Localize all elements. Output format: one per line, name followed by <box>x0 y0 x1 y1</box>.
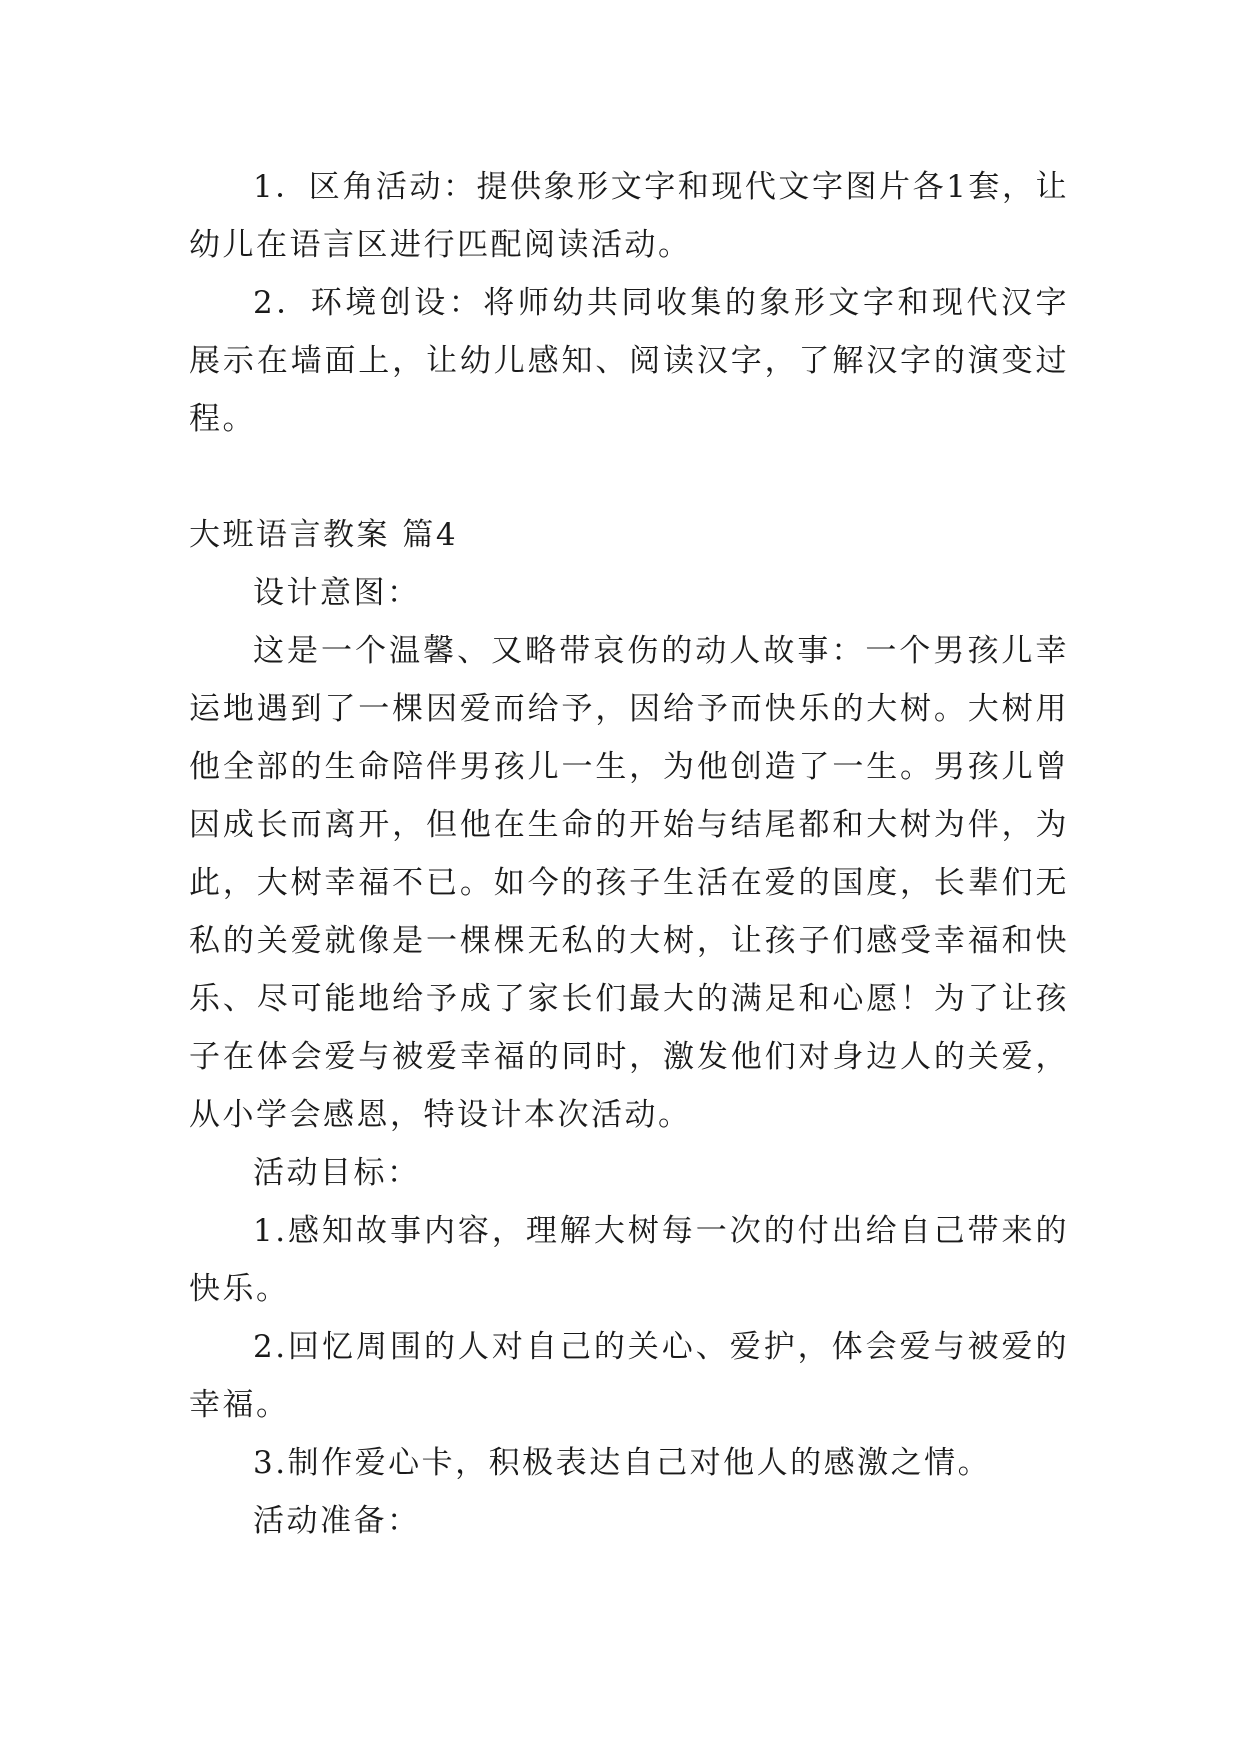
design-intent-paragraph: 这是一个温馨、又略带哀伤的动人故事：一个男孩儿幸运地遇到了一棵因爱而给予，因给予而快乐的大树。大树用他全部的生命陪伴男孩儿一生，为他创造了一生。男孩儿曾因成长而离开，但他在生命的开始与结尾都和大树为伴，为此，大树幸福不已。如今的孩子生活在爱的国度，长辈们无私的关爱就像是一棵棵无私的大树，让孩子们感受幸福和快乐、尽可能地给予成了家长们最大的满足和心愿！为了让孩子在体会爱与被爱幸福的同时，激发他们对身边人的关爱，从小学会感恩，特设计本次活动。 <box>189 633 1069 1133</box>
document-body <box>189 158 1069 1550</box>
paragraph-environment-setup: 2．环境创设：将师幼共同收集的象形文字和现代汉字展示在墙面上，让幼儿感知、阅读汉字，了解汉字的演变过程。 <box>189 285 1069 437</box>
preparation-label: 活动准备： <box>253 1503 421 1539</box>
goal-item-2: 2.回忆周围的人对自己的关心、爱护，体会爱与被爱的幸福。 <box>189 1329 1069 1423</box>
goal-item-3: 3.制作爱心卡，积极表达自己对他人的感激之情。 <box>253 1445 992 1481</box>
section-heading: 大班语言教案 篇4 <box>189 517 459 553</box>
design-intent-label: 设计意图： <box>253 575 421 611</box>
goal-item-1: 1.感知故事内容，理解大树每一次的付出给自己带来的快乐。 <box>189 1213 1069 1307</box>
goals-label: 活动目标： <box>253 1155 421 1191</box>
paragraph-corner-activity: 1．区角活动：提供象形文字和现代文字图片各1套，让幼儿在语言区进行匹配阅读活动。 <box>189 169 1069 263</box>
